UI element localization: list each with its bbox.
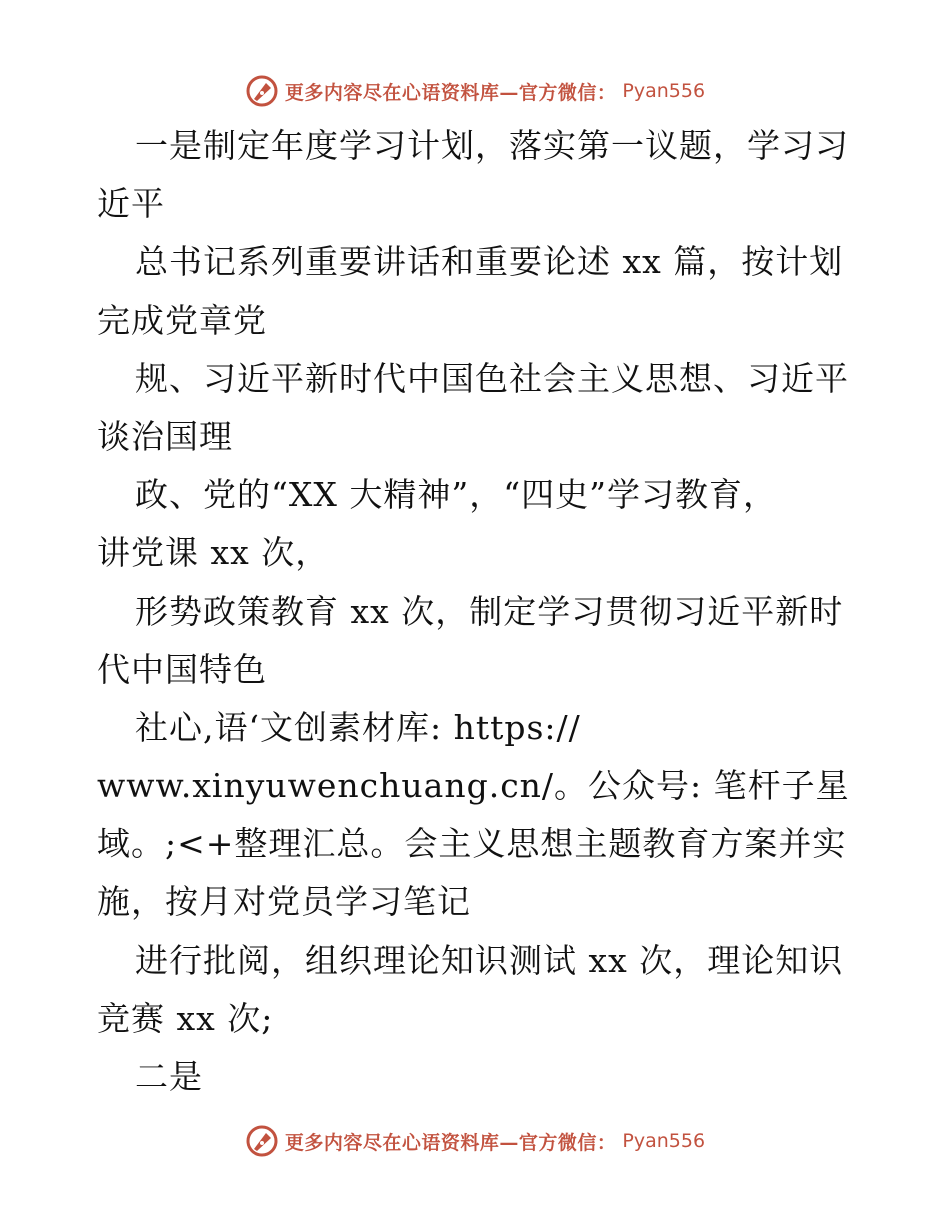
- watermark-text: 更多内容尽在心语资料库—官方微信：: [284, 81, 617, 104]
- text-line: 形势政策教育 xx 次，制定学习贯彻习近平新时: [135, 591, 844, 631]
- text-line: 进行批阅，组织理论知识测试 xx 次，理论知识: [135, 940, 844, 980]
- text-line: 一是制定年度学习计划，落实第一议题，学习习: [135, 126, 849, 165]
- watermark-group: [245, 74, 705, 108]
- text-line: 竞赛 xx 次;: [97, 998, 274, 1038]
- pen-nib-circle-icon: [245, 74, 279, 108]
- watermark-wechat-id: Pyan556: [622, 80, 706, 102]
- text-line: 施，按月对党员学习笔记: [97, 882, 471, 922]
- text-line: www.xinyuwenchuang.cn/。公众号: 笔杆子星: [97, 766, 850, 806]
- document-body: [97, 117, 857, 1106]
- header-watermark: [0, 71, 950, 111]
- text-line: 二是: [135, 1057, 203, 1096]
- text-line: 政、党的“XX 大精神”，“四史”学习教育，: [135, 475, 777, 515]
- text-line: 谈治国理: [97, 416, 233, 456]
- text-line: 总书记系列重要讲话和重要论述 xx 篇，按计划: [135, 242, 844, 282]
- watermark-text: 更多内容尽在心语资料库—官方微信：: [284, 1131, 617, 1154]
- watermark-wechat-id: Pyan556: [622, 1130, 706, 1152]
- text-line: 社心,语‘文创素材库: https://: [135, 707, 581, 747]
- text-line: 讲党课 xx 次，: [97, 533, 330, 573]
- text-line: 规、习近平新时代中国色社会主义思想、习近平: [135, 358, 849, 398]
- text-line: 近平: [97, 184, 165, 224]
- text-line: 域。;<+整理汇总。会主义思想主题教育方案并实: [97, 824, 847, 864]
- text-line: 代中国特色: [97, 649, 267, 689]
- footer-watermark: [0, 1121, 950, 1161]
- text-line: 完成党章党: [97, 300, 267, 340]
- pen-nib-circle-icon: [245, 1124, 279, 1158]
- watermark-group: [245, 1124, 705, 1158]
